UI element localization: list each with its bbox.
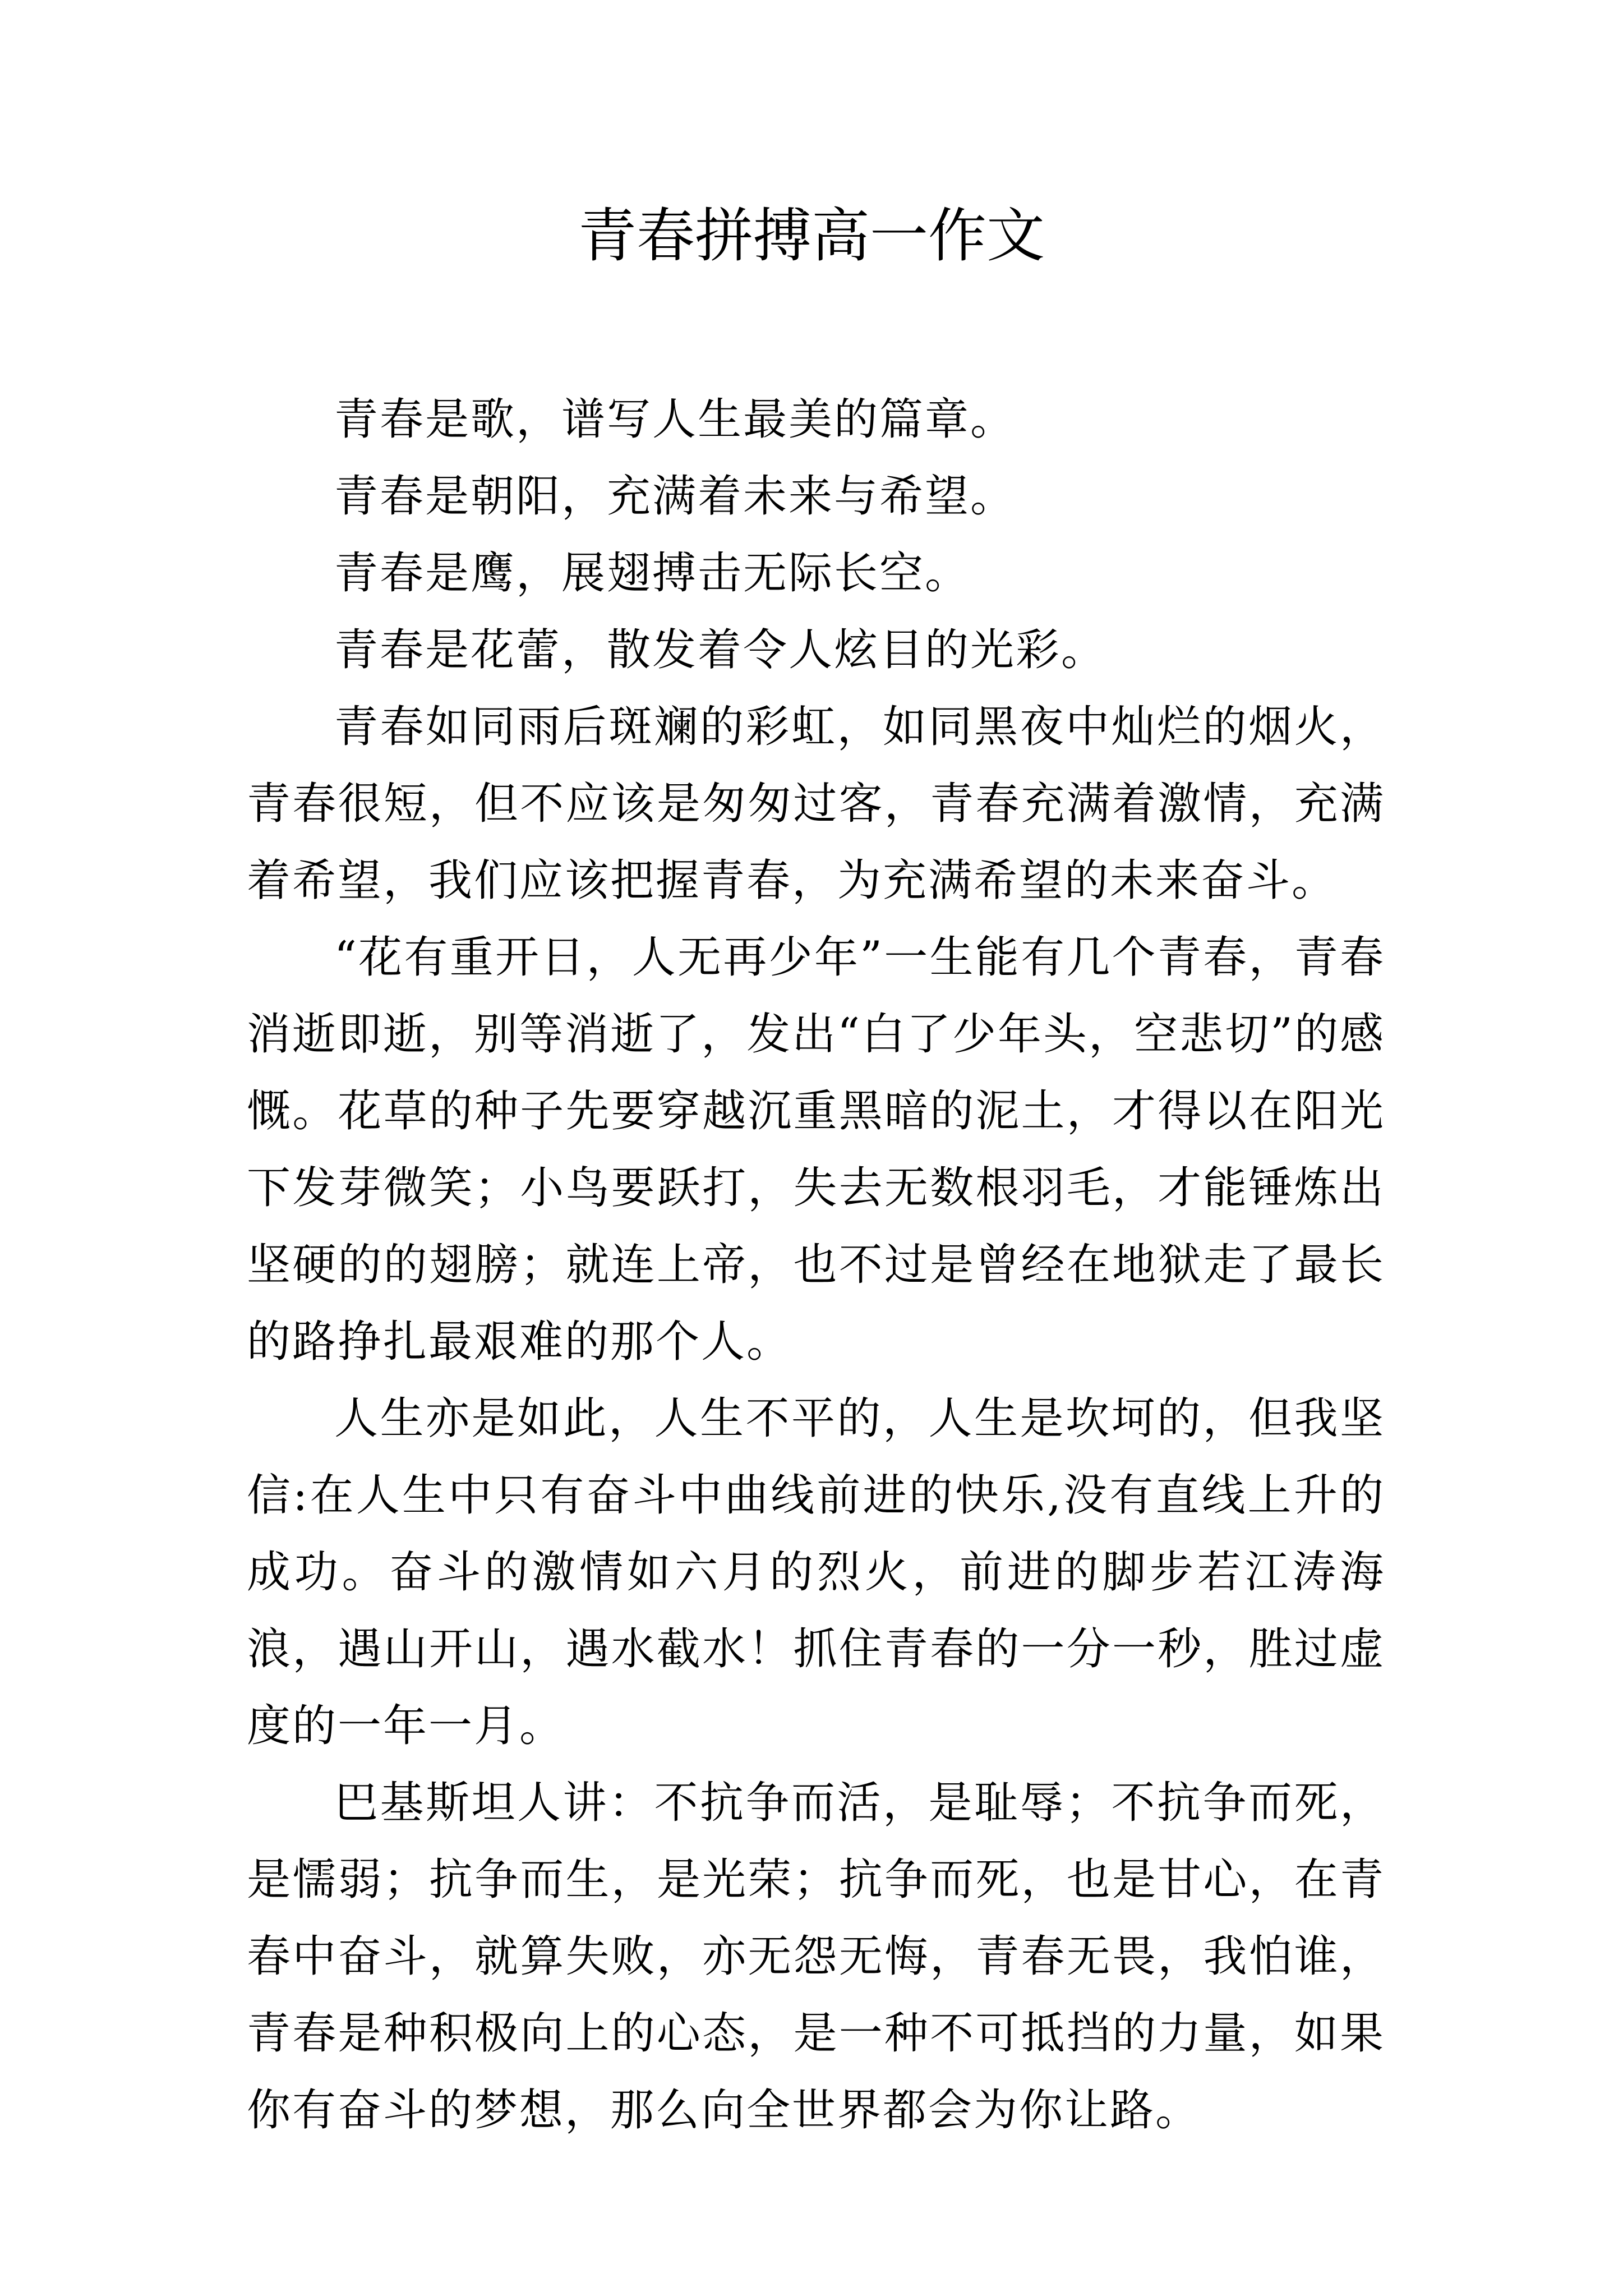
paragraph-8: 巴基斯坦人讲：不抗争而活，是耻辱；不抗争而死，是懦弱；抗争而生，是光荣；抗争而死，也是甘心，在青春中奋斗，就算失败，亦无怨无悔，青春无畏，我怕谁，青春是种积极向上的心态，是一种不可抵挡的力量，如果你有奋斗的梦想，那么向全世界都会为你让路。 <box>247 1778 1385 2136</box>
paragraph-5: 青春如同雨后斑斓的彩虹，如同黑夜中灿烂的烟火，青春很短，但不应该是匆匆过客，青春充满着激情，充满着希望，我们应该把握青春，为充满希望的未来奋斗。 <box>247 702 1385 906</box>
paragraph-1: 青春是歌，谱写人生最美的篇章。 <box>334 394 1016 445</box>
document-body <box>247 381 1385 2149</box>
paragraph-3: 青春是鹰，展翅搏击无际长空。 <box>334 548 971 599</box>
paragraph-6: “花有重开日，人无再少年”一生能有几个青春，青春消逝即逝，别等消逝了，发出“白了少年头，空悲切”的感慨。花草的种子先要穿越沉重黑暗的泥土，才得以在阳光下发芽微笑；小鸟要跃打，失去无数根羽毛，才能锤炼出坚硬的的翅膀；就连上帝，也不过是曾经在地狱走了最长的路挣扎最艰难的那个人。 <box>247 932 1385 1367</box>
paragraph-7: 人生亦是如此，人生不平的，人生是坎坷的，但我坚信:在人生中只有奋斗中曲线前进的快乐,没有直线上升的成功。奋斗的激情如六月的烈火，前进的脚步若江涛海浪，遇山开山，遇水截水！抓住青春的一分一秒，胜过虚度的一年一月。 <box>247 1393 1385 1751</box>
page-title: 青春拼搏高一作文 <box>578 201 1045 270</box>
paragraph-2: 青春是朝阳，充满着未来与希望。 <box>334 471 1016 522</box>
paragraph-4: 青春是花蕾，散发着令人炫目的光彩。 <box>334 625 1107 675</box>
